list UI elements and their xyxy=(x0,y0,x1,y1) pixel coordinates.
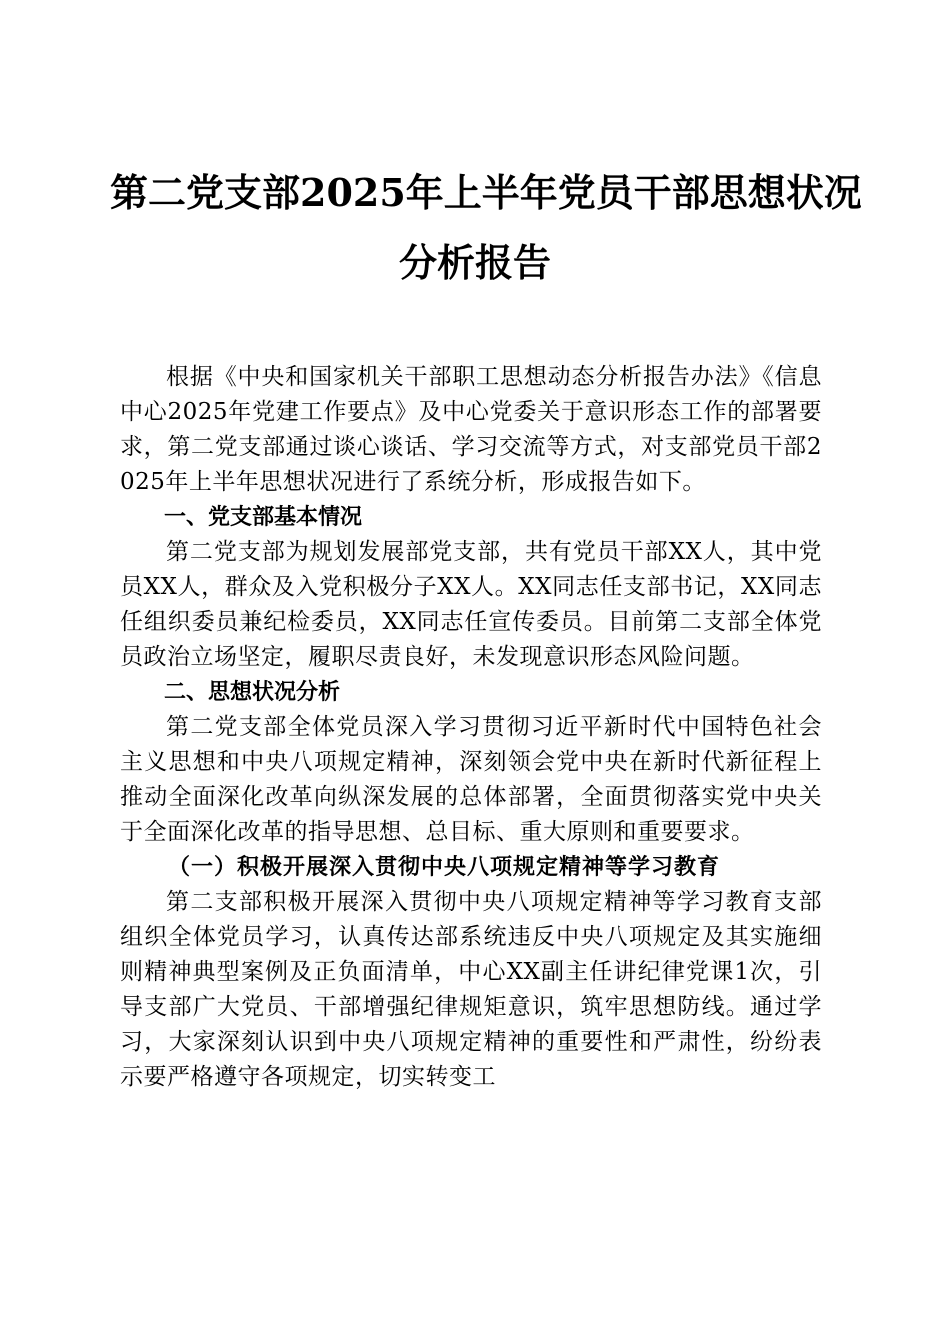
subsection-1-heading: （一）积极开展深入贯彻中央八项规定精神等学习教育 xyxy=(168,854,721,880)
subsection-1-paragraph: 第二支部积极开展深入贯彻中央八项规定精神等学习教育支部组织全体党员学习，认真传达部系统违反中央八项规定及其实施细则精神典型案例及正负面清单，中心XX副主任讲纪律党课1次，引导支部广大党员、干部增强纪律规矩意识，筑牢思想防线。通过学习，大家深刻认识到中央八项规定精神的重要性和严肃性，纷纷表示要严格遵守各项规定，切实转变工 xyxy=(120,889,822,1090)
document-body xyxy=(120,360,822,1095)
document-title-line-1: 第二党支部2025年上半年党员干部思想状况 xyxy=(110,170,862,215)
section-1-paragraph: 第二党支部为规划发展部党支部，共有党员干部XX人，其中党员XX人，群众及入党积极分子XX人。XX同志任支部书记，XX同志任组织委员兼纪检委员，XX同志任宣传委员。目前第二支部全体党员政治立场坚定，履职尽责良好，未发现意识形态风险问题。 xyxy=(120,539,822,670)
section-1-heading: 一、党支部基本情况 xyxy=(164,505,363,530)
section-2-paragraph: 第二党支部全体党员深入学习贯彻习近平新时代中国特色社会主义思想和中央八项规定精神，深刻领会党中央在新时代新征程上推动全面深化改革向纵深发展的总体部署，全面贯彻落实党中央关于全面深化改革的指导思想、总目标、重大原则和重要要求。 xyxy=(120,714,822,845)
document-title-line-2: 分析报告 xyxy=(398,240,551,285)
intro-paragraph: 根据《中央和国家机关干部职工思想动态分析报告办法》《信息中心2025年党建工作要点》及中心党委关于意识形态工作的部署要求，第二党支部通过谈心谈话、学习交流等方式，对支部党员干部2025年上半年思想状况进行了系统分析，形成报告如下。 xyxy=(120,364,822,495)
section-2-heading: 二、思想状况分析 xyxy=(164,680,341,705)
